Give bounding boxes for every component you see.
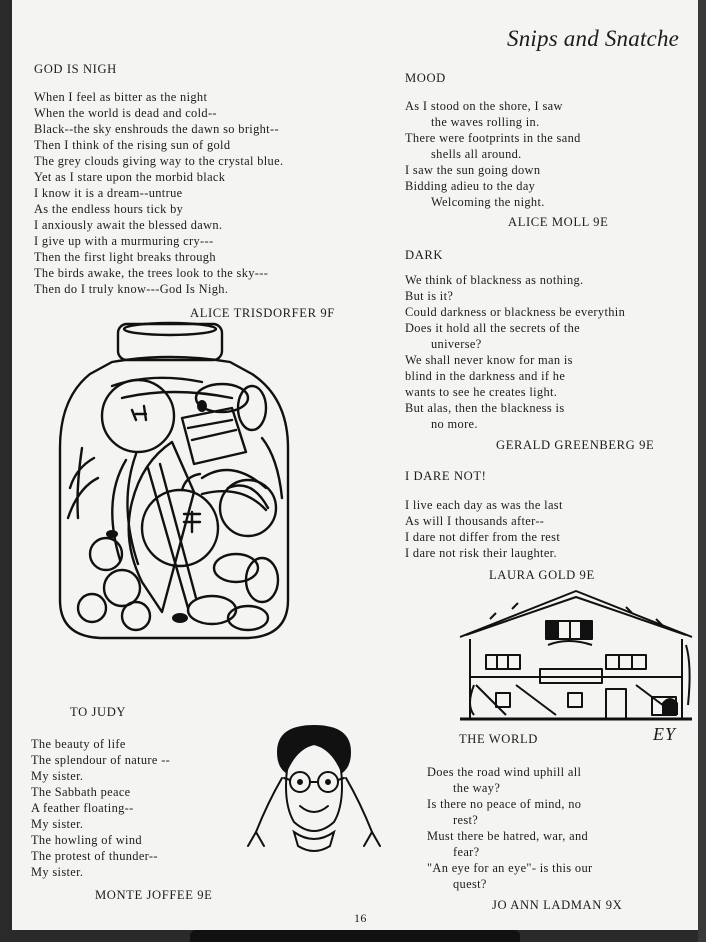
poem-line: the waves rolling in. [431, 115, 540, 129]
poem-line: shells all around. [431, 147, 522, 161]
poem-title-dark: DARK [405, 248, 444, 262]
poem-author-alice-trisdorfer: ALICE TRISDORFER 9F [190, 306, 335, 320]
poem-line: I saw the sun going down [405, 163, 541, 177]
poem-line: As the endless hours tick by [34, 202, 184, 216]
poem-line: Black--the sky enshrouds the dawn so bright-- [34, 122, 279, 136]
poem-author-alice-moll: ALICE MOLL 9E [508, 215, 609, 229]
poem-line: Welcoming the night. [431, 195, 545, 209]
poem-line: blind in the darkness and if he [405, 369, 566, 383]
section-banner: Snips and Snatche [507, 26, 680, 51]
poem-line: universe? [431, 337, 482, 351]
poem-line: As I stood on the shore, I saw [405, 99, 563, 113]
poem-line: Then I think of the rising sun of gold [34, 138, 231, 152]
poem-body-dark [405, 272, 625, 432]
poem-line: But is it? [405, 289, 454, 303]
poem-title-mood: MOOD [405, 71, 446, 85]
poem-line: But alas, then the blackness is [405, 401, 565, 415]
poem-body-the-world [427, 764, 592, 892]
poem-line: My sister. [31, 865, 84, 879]
poem-author-laura-gold: LAURA GOLD 9E [489, 568, 595, 582]
poem-line: We think of blackness as nothing. [405, 273, 584, 287]
poem-author-jo-ann-ladman: JO ANN LADMAN 9X [492, 898, 623, 912]
poem-line: I know it is a dream--untrue [34, 186, 183, 200]
page-number: 16 [354, 911, 367, 925]
poem-line: I anxiously await the blessed dawn. [34, 218, 223, 232]
scan-right-edge [698, 0, 706, 942]
poem-line: The beauty of life [31, 737, 126, 751]
poem-line: "An eye for an eye"- is this our [427, 861, 593, 875]
document-page [12, 0, 698, 930]
poem-title-to-judy: TO JUDY [70, 705, 127, 719]
poem-line: the way? [453, 781, 501, 795]
poem-line: When the world is dead and cold-- [34, 106, 217, 120]
poem-line: My sister. [31, 817, 84, 831]
poem-line: The protest of thunder-- [31, 849, 158, 863]
poem-line: Then the first light breaks through [34, 250, 216, 264]
viewer-bottom-bar [190, 930, 520, 942]
poem-author-gerald-greenberg: GERALD GREENBERG 9E [496, 438, 655, 452]
building-illustration [456, 585, 696, 725]
poem-line: fear? [453, 845, 480, 859]
poem-line: Yet as I stare upon the morbid black [34, 170, 226, 184]
poem-line: The Sabbath peace [31, 785, 131, 799]
poem-line: Is there no peace of mind, no [427, 797, 582, 811]
poem-line: We shall never know for man is [405, 353, 573, 367]
poem-body-god-is-nigh [34, 89, 283, 297]
poem-body-to-judy [31, 736, 170, 880]
poem-line: The birds awake, the trees look to the sky--- [34, 266, 269, 280]
poem-line: quest? [453, 877, 487, 891]
poem-title-god-is-nigh: GOD IS NIGH [34, 62, 117, 76]
poem-line: wants to see he creates light. [405, 385, 558, 399]
poem-line: I dare not risk their laughter. [405, 546, 557, 560]
poem-line: Does it hold all the secrets of the [405, 321, 581, 335]
poem-line: There were footprints in the sand [405, 131, 581, 145]
poem-line: I dare not differ from the rest [405, 530, 561, 544]
poem-line: I give up with a murmuring cry--- [34, 234, 214, 248]
poem-title-i-dare-not: I DARE NOT! [405, 469, 487, 483]
poem-title-the-world: THE WORLD [459, 732, 538, 746]
poem-line: When I feel as bitter as the night [34, 90, 208, 104]
poem-line: A feather floating-- [31, 801, 134, 815]
poem-line: Then do I truly know---God Is Nigh. [34, 282, 229, 296]
poem-line: The splendour of nature -- [31, 753, 171, 767]
poem-line: As will I thousands after-- [405, 514, 545, 528]
poem-line: The howling of wind [31, 833, 142, 847]
pickle-jar-illustration [52, 318, 297, 643]
poem-line: I live each day as was the last [405, 498, 563, 512]
poem-line: My sister. [31, 769, 84, 783]
poem-line: Must there be hatred, war, and [427, 829, 589, 843]
poem-body-i-dare-not [405, 497, 563, 561]
girl-with-glasses-illustration [238, 722, 390, 862]
illustrator-initials: EY [653, 724, 677, 744]
poem-author-monte-joffee: MONTE JOFFEE 9E [95, 888, 213, 902]
poem-line: rest? [453, 813, 479, 827]
poem-body-mood [405, 98, 581, 210]
poem-line: The grey clouds giving way to the crystal blue. [34, 154, 284, 168]
poem-line: no more. [431, 417, 478, 431]
poem-line: Could darkness or blackness be everythin [405, 305, 626, 319]
poem-line: Does the road wind uphill all [427, 765, 582, 779]
poem-line: Bidding adieu to the day [405, 179, 536, 193]
